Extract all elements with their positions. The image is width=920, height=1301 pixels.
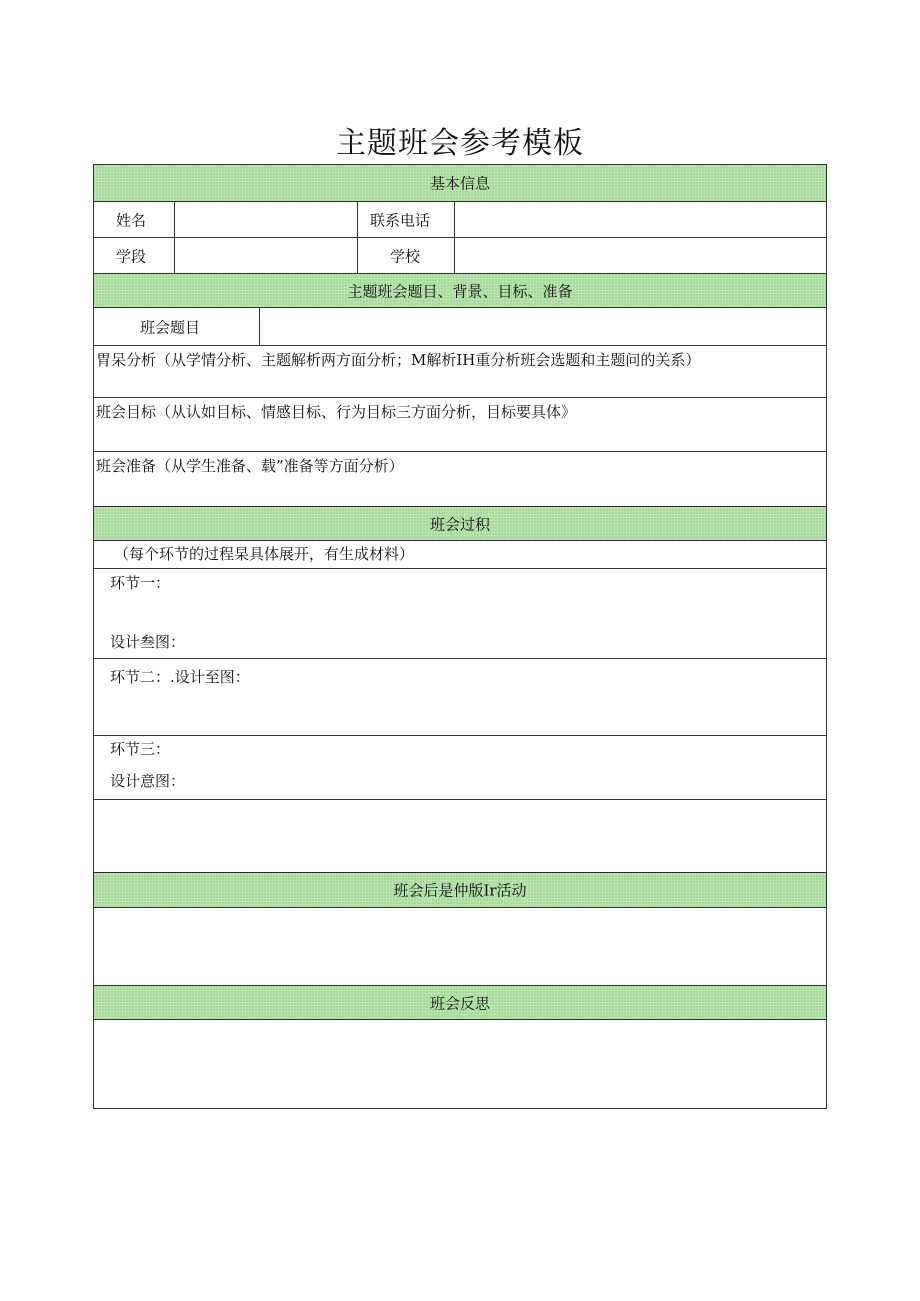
section-header-basic-info <box>94 165 826 202</box>
background-label: 胃呆分析（从学情分析、主题解析两方面分析；M解析IH重分析班会选题和主题问的关系） <box>96 351 701 369</box>
school-label: 学校 <box>390 247 421 265</box>
step-3-design-label: 设计意图： <box>110 772 186 790</box>
section-header-process-label: 班会过积 <box>429 515 490 533</box>
process-note: （每个环节的过程杲具体展开，有生成材料） <box>114 545 415 563</box>
row-step-1[interactable] <box>94 569 826 659</box>
step-1-design-label: 设计叁图： <box>110 633 186 651</box>
extension-field[interactable] <box>94 908 826 986</box>
row-process-note <box>94 541 826 569</box>
section-header-reflection-label: 班会反思 <box>429 994 490 1012</box>
row-stage-school <box>94 238 826 274</box>
phone-field[interactable] <box>455 202 826 237</box>
section-header-extension <box>94 873 826 908</box>
topic-title-label: 班会题目 <box>140 318 201 336</box>
reflection-field[interactable] <box>94 1020 826 1108</box>
topic-title-label-cell <box>94 308 260 345</box>
phone-label-cell <box>358 202 455 237</box>
name-label: 姓名 <box>116 211 147 229</box>
section-header-topic <box>94 274 826 308</box>
goal-label: 班会目标（从认如目标、情感目标、行为目标三方面分析，目标要具体》 <box>96 403 577 421</box>
section-header-reflection <box>94 986 826 1020</box>
prep-label: 班会准备（从学生准备、载”准备等方面分析） <box>96 457 404 475</box>
row-preparation[interactable] <box>94 452 826 507</box>
section-header-process <box>94 507 826 541</box>
school-field[interactable] <box>455 238 826 273</box>
phone-label: 联系电话 <box>370 211 431 229</box>
section-header-topic-label: 主题班会题目、背景、目标、准备 <box>347 282 573 300</box>
name-field[interactable] <box>175 202 358 237</box>
stage-label: 学段 <box>116 247 147 265</box>
section-header-extension-label: 班会后是仲版Ir活动 <box>393 881 527 900</box>
step-1-label: 环节一： <box>110 574 171 592</box>
section-header-basic-info-label: 基本信息 <box>429 174 490 193</box>
row-topic-title <box>94 308 826 346</box>
row-step-2[interactable] <box>94 659 826 736</box>
row-background[interactable] <box>94 346 826 398</box>
page-title: 主题班会参考模板 <box>336 126 584 161</box>
template-form <box>93 164 827 1109</box>
row-process-blank[interactable] <box>94 800 826 873</box>
topic-title-field[interactable] <box>260 308 826 345</box>
stage-label-cell <box>94 238 175 273</box>
row-goal[interactable] <box>94 398 826 452</box>
row-name-phone <box>94 202 826 238</box>
step-3-label: 环节三： <box>110 740 171 758</box>
name-label-cell <box>94 202 175 237</box>
row-step-3[interactable] <box>94 736 826 800</box>
school-label-cell <box>358 238 455 273</box>
step-2-label: 环节二：.设计至图： <box>110 668 250 686</box>
stage-field[interactable] <box>175 238 358 273</box>
